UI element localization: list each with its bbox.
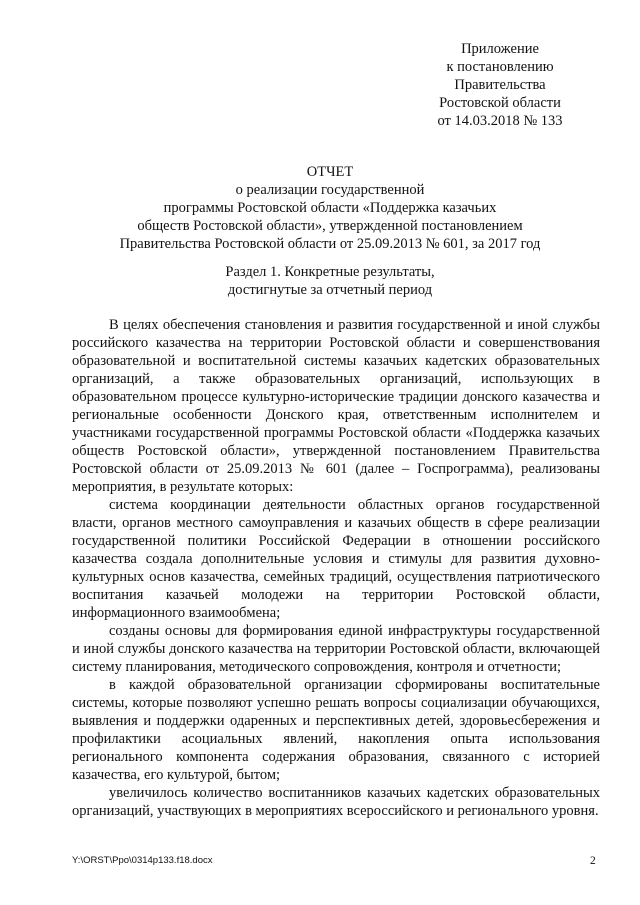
report-subtitle-line: программы Ростовской области «Поддержка казачьих	[163, 200, 497, 216]
body-paragraph: в каждой образовательной организации сформированы воспитательные системы, которые позволяют успешно решать вопросы социализации обучающихся, выявления и поддержки одаренных и перспективных детей, здоровьесбережения и профилактики асоциальных явлений, накопления опыта использования регионального компонента содержания образования, связанного с историей казачества, его культурой, бытом;	[72, 677, 600, 783]
body-paragraph: система координации деятельности областных органов государственной власти, органов местного самоуправления и казачьих обществ в сфере реализации государственной политики Российской Федерации в отношении российского казачества создала дополнительные условия и стимулы для развития духовно-культурных основ казачества, семейных традиций, осуществления патриотического воспитания казачьей молодежи на территории Ростовской области, информационного взаимообмена;	[72, 497, 600, 621]
appendix-line: Ростовской области	[439, 95, 561, 111]
report-subtitle-line: о реализации государственной	[235, 182, 425, 198]
appendix-line: Приложение	[461, 41, 539, 57]
appendix-header	[400, 40, 600, 130]
appendix-line: Правительства	[454, 77, 546, 93]
section-heading-line: Раздел 1. Конкретные результаты,	[225, 264, 435, 280]
report-subtitle-line: Правительства Ростовской области от 25.09.2013 № 601, за 2017 год	[119, 236, 541, 252]
body-paragraph: созданы основы для формирования единой инфраструктуры государственной и иной службы донского казачества на территории Ростовской области, включающей систему планирования, методического сопровождения, контроля и отчетности;	[72, 623, 600, 675]
footer-file-path: Y:\ORST\Ppo\0314p133.f18.docx	[72, 855, 213, 866]
body-paragraph: В целях обеспечения становления и развития государственной и иной службы российского казачества на территории Ростовской области и совершенствования образовательной и воспитательной системы казачьих кадетских образовательных организаций, а также образовательных организаций, использующих в образовательном процессе культурно-исторические традиции донского казачества и региональные особенности Донского края, ответственным исполнителем и участниками государственной программы Ростовской области «Поддержка казачьих обществ Ростовской области», утвержденной постановлением Правительства Ростовской области от 25.09.2013 № 601 (далее – Госпрограмма), реализованы мероприятия, в результате которых:	[72, 317, 600, 495]
report-title-block	[80, 163, 580, 253]
section-heading-line: достигнутые за отчетный период	[227, 282, 433, 298]
report-title: ОТЧЕТ	[306, 164, 354, 180]
appendix-line: от 14.03.2018 № 133	[437, 113, 563, 129]
section-heading	[80, 263, 580, 299]
body-text	[72, 316, 600, 820]
report-subtitle-line: обществ Ростовской области», утвержденной постановлением	[137, 218, 523, 234]
page-number: 2	[590, 855, 596, 867]
appendix-line: к постановлению	[446, 59, 554, 75]
body-paragraph: увеличилось количество воспитанников казачьих кадетских образовательных организаций, участвующих в мероприятиях всероссийского и регионального уровня.	[72, 785, 600, 819]
